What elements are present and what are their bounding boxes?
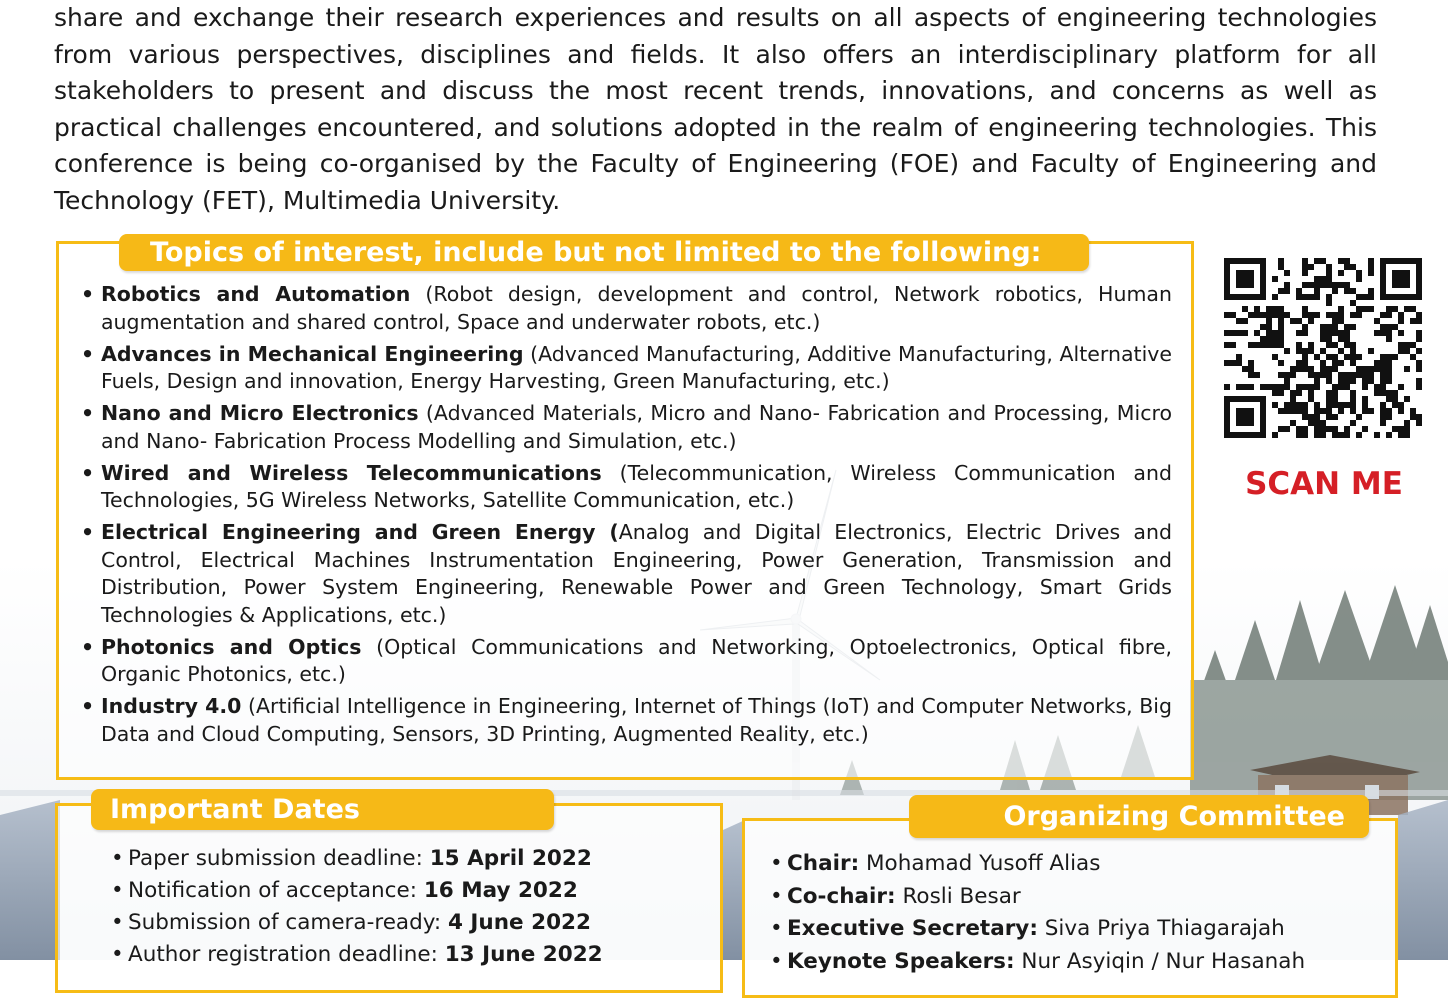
committee-role: Chair: (787, 851, 860, 876)
date-value: 4 June 2022 (447, 910, 591, 935)
committee-role: Keynote Speakers: (787, 948, 1015, 974)
topic-detail: (Telecommunication, Wireless Communication and Technologies, 5G Wireless Networks, Satellite Communication, etc.) (101, 460, 1172, 512)
committee-name: Rosli Besar (895, 883, 1021, 909)
topic-item (79, 341, 1172, 396)
date-label: Submission of camera-ready: (128, 910, 448, 935)
committee-name: Mohamad Yusoff Alias (859, 851, 1101, 876)
date-value: 16 May 2022 (423, 878, 578, 903)
dates-list (111, 843, 603, 971)
scan-me-label: SCAN ME (1245, 466, 1403, 502)
committee-heading: Organizing Committee (909, 795, 1369, 838)
topic-detail: (Robot design, development and control, Network robotics, Human augmentation and shared control, Space and underwater robots, etc.) (101, 282, 1172, 334)
committee-item (770, 881, 1305, 914)
committee-item (770, 913, 1305, 946)
dates-heading: Important Dates (91, 789, 554, 830)
date-item (111, 843, 603, 875)
committee-list (770, 848, 1305, 978)
date-label: Author registration deadline: (128, 942, 445, 967)
committee-name: Siva Priya Thiagarajah (1037, 916, 1285, 941)
date-item (111, 875, 603, 907)
topic-detail: Analog and Digital Electronics, Electric Drives and Control, Electrical Machines Instrumentation Engineering, Power Generation, Transmission and Distribution, Power System Engineering, Renewable Power and Green Technology, Smart Grids Technologies & Applications, etc.) (101, 520, 1172, 627)
topic-title: Wired and Wireless Telecommunications (101, 460, 602, 485)
committee-role: Executive Secretary: (787, 916, 1038, 941)
topic-item (79, 519, 1172, 629)
intro-paragraph: share and exchange their research experiences and results on all aspects of engineering technologies from various perspectives, disciplines and fields. It also offers an interdisciplinary platform for all stakeholders to present and discuss the most recent trends, innovations, and concerns as well as practical challenges encountered, and solutions adopted in the realm of engineering technologies. This conference is being co-organised by the Faculty of Engineering (FOE) and Faculty of Engineering and Technology (FET), Multimedia University. (54, 3, 1377, 215)
topic-detail: (Artificial Intelligence in Engineering, Internet of Things (IoT) and Computer Networks, Big Data and Cloud Computing, Sensors, 3D Printing, Augmented Reality, etc.) (101, 694, 1172, 746)
date-label: Paper submission deadline: (128, 846, 430, 871)
topic-item (79, 400, 1172, 455)
committee-role: Co-chair: (787, 883, 896, 909)
date-value: 15 April 2022 (429, 846, 592, 871)
topic-detail: (Optical Communications and Networking, Optoelectronics, Optical fibre, Organic Photonics, etc.) (101, 634, 1172, 686)
topic-item (79, 460, 1172, 515)
date-item (111, 907, 603, 939)
topic-item (79, 693, 1172, 748)
intro-section (54, 0, 1377, 220)
date-item (111, 939, 603, 971)
topic-title: Robotics and Automation (101, 282, 411, 306)
topics-list (79, 281, 1172, 753)
date-value: 13 June 2022 (444, 942, 603, 967)
topic-detail: (Advanced Materials, Micro and Nano- Fabrication and Processing, Micro and Nano- Fabrication Process Modelling and Simulation, etc.) (101, 401, 1172, 453)
topic-title: Industry 4.0 (101, 694, 242, 718)
topic-item (79, 634, 1172, 689)
topic-detail: (Advanced Manufacturing, Additive Manufacturing, Alternative Fuels, Design and innovation, Energy Harvesting, Green Manufacturing, etc.) (101, 341, 1173, 393)
topic-title: Advances in Mechanical Engineering (101, 341, 524, 366)
topics-heading: Topics of interest, include but not limited to the following: (119, 234, 1089, 271)
topic-title: Electrical Engineering and Green Energy ( (101, 520, 619, 544)
committee-item (770, 946, 1305, 979)
topic-title: Photonics and Optics (101, 634, 362, 659)
qr-code-icon[interactable] (1224, 258, 1422, 438)
topic-title: Nano and Micro Electronics (101, 401, 419, 425)
committee-name: Nur Asyiqin / Nur Hasanah (1014, 948, 1306, 974)
date-label: Notification of acceptance: (128, 878, 424, 903)
topic-item (79, 281, 1172, 336)
committee-item (770, 848, 1305, 881)
